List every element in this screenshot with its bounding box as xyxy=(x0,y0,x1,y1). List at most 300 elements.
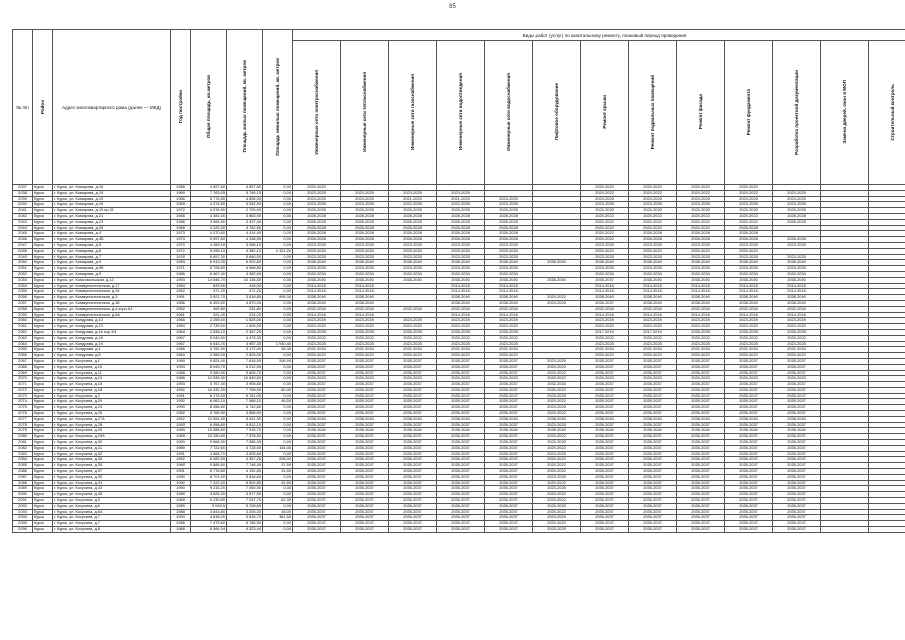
cell-work-period: 2023-2025 xyxy=(533,527,581,533)
cell-work-period: 2032-2034 xyxy=(725,271,773,277)
cell-work-period: 2023-2025 xyxy=(677,266,725,272)
cell-work-period: 2026-2028 xyxy=(437,213,485,219)
cell-area-living: 4 357,20 xyxy=(227,457,263,463)
cell-work-period: 2035-2037 xyxy=(581,364,629,370)
cell-area-living: 5 298,60 xyxy=(227,503,263,509)
cell-work-period: 2038-2040 xyxy=(581,260,629,266)
cell-work-period: 2032-2034 xyxy=(773,306,821,312)
cell-work-period: 2023-2025 xyxy=(485,248,533,254)
cell-work-period: 2032-2034 xyxy=(581,306,629,312)
cell-work-period: 2023-2025 xyxy=(533,422,581,428)
cell-row-num: 2062 xyxy=(13,329,33,335)
cell-work-period: 2035-2037 xyxy=(293,434,341,440)
cell-year: 1992 xyxy=(171,399,191,405)
cell-row-num: 2054 xyxy=(13,283,33,289)
cell-work-period: 2035-2037 xyxy=(437,364,485,370)
cell-work-period: 2020-2022 xyxy=(341,376,389,382)
cell-year: 1989 xyxy=(171,503,191,509)
cell-work-period: 2023-2025 xyxy=(293,242,341,248)
cell-work-period: 2023-2025 xyxy=(437,242,485,248)
cell-work-period: 2035-2037 xyxy=(677,521,725,527)
cell-work-period: 2023-2025 xyxy=(389,254,437,260)
cell-year: 1973 xyxy=(171,231,191,237)
cell-area-living: 5 212,50 xyxy=(227,364,263,370)
cell-row-num: 2052 xyxy=(13,271,33,277)
cell-work-period: 2038-2040 xyxy=(293,416,341,422)
cell-work-period: 2035-2037 xyxy=(581,503,629,509)
cell-year: 1967 xyxy=(171,341,191,347)
cell-work-period: 2020-2022 xyxy=(533,411,581,417)
cell-work-period: 2023-2025 xyxy=(725,202,773,208)
cell-work-period: 2023-2025 xyxy=(629,202,677,208)
cell-work-period: 2023-2025 xyxy=(725,196,773,202)
cell-work-period: 2035-2037 xyxy=(293,515,341,521)
cell-work-period: 2020-2022 xyxy=(725,353,773,359)
cell-area-living: 5 742,80 xyxy=(227,405,263,411)
cell-area-nonres: 0,00 xyxy=(263,364,293,370)
cell-work-period: 2038-2040 xyxy=(725,295,773,301)
cell-address: г. Курск, ул. Косухина, д.45 xyxy=(53,492,171,498)
cell-area-nonres: 0,00 xyxy=(263,202,293,208)
cell-work-period: 2035-2037 xyxy=(725,503,773,509)
cell-work-period: 2038-2040 xyxy=(629,295,677,301)
cell-work-period: 2020-2022 xyxy=(629,324,677,330)
cell-year: 1959 xyxy=(171,202,191,208)
cell-year: 1973 xyxy=(171,237,191,243)
cell-work-period: 2023-2025 xyxy=(293,254,341,260)
cell-work-period: 2038-2040 xyxy=(437,277,485,283)
cell-district: Курск xyxy=(33,306,53,312)
header-work-3: Инженерные сети водоотведения xyxy=(437,41,485,185)
cell-district: Курск xyxy=(33,509,53,515)
cell-work-period: 2035-2037 xyxy=(629,492,677,498)
cell-area-total: 321,40 xyxy=(191,312,227,318)
cell-work-period: 2035-2037 xyxy=(485,405,533,411)
cell-work-period: 2020-2022 xyxy=(725,190,773,196)
cell-work-period: 2020-2022 xyxy=(389,353,437,359)
cell-area-total: 3 984,50 xyxy=(191,219,227,225)
cell-address: г. Курск, ул. Комарова, д.16 xyxy=(53,185,171,191)
cell-district: Курск xyxy=(33,411,53,417)
header-area-nonres: Площадь нежилых помещений, кв. метров xyxy=(263,30,293,185)
header-work-11: Замена дверей, окон в МОП xyxy=(821,41,869,185)
cell-work-period: 2035-2037 xyxy=(629,509,677,515)
cell-district: Курск xyxy=(33,231,53,237)
cell-work-period: 2035-2037 xyxy=(581,411,629,417)
cell-work-period: 2035-2037 xyxy=(341,463,389,469)
cell-area-total: 14 546,70 xyxy=(191,277,227,283)
cell-row-num: 2084 xyxy=(13,457,33,463)
cell-work-period: 2035-2037 xyxy=(437,445,485,451)
cell-area-total: 492,80 xyxy=(191,306,227,312)
cell-area-nonres: 0,00 xyxy=(263,527,293,533)
cell-area-nonres: 0,00 xyxy=(263,190,293,196)
cell-work-period: 2035-2037 xyxy=(389,422,437,428)
cell-work-period: 2038-2040 xyxy=(773,416,821,422)
cell-address: г. Курск, ул. Кондрава, д.19 xyxy=(53,341,171,347)
cell-work-period: 2035-2037 xyxy=(293,469,341,475)
cell-work-period: 2035-2037 xyxy=(437,521,485,527)
cell-area-living: 3 677,50 xyxy=(227,492,263,498)
cell-work-period: 2023-2025 xyxy=(485,254,533,260)
cell-work-period: 2038-2040 xyxy=(629,428,677,434)
cell-row-num: 2048 xyxy=(13,248,33,254)
cell-address: г. Курск, ул. Косухина, д.6А xyxy=(53,509,171,515)
cell-work-period: 2023-2025 xyxy=(725,254,773,260)
cell-area-living: 471,20 xyxy=(227,289,263,295)
cell-area-living: 231,80 xyxy=(227,306,263,312)
cell-district: Курск xyxy=(33,300,53,306)
cell-work-period: 2023-2025 xyxy=(581,266,629,272)
cell-work-period: 2038-2040 xyxy=(437,260,485,266)
cell-work-period: 2035-2037 xyxy=(629,370,677,376)
cell-year: 1952 xyxy=(171,306,191,312)
cell-area-total: 6 913,30 xyxy=(191,260,227,266)
cell-address: г. Курск, ул. Косухина, д.33 xyxy=(53,457,171,463)
cell-work-period: 2023-2025 xyxy=(629,318,677,324)
cell-work-period: 2020-2022 xyxy=(581,185,629,191)
cell-work-period: 2023-2025 xyxy=(389,341,437,347)
cell-work-period: 2035-2037 xyxy=(773,480,821,486)
cell-area-total: 3 782,90 xyxy=(191,347,227,353)
header-area-living: Площадь жилых помещений, кв. метров xyxy=(227,30,263,185)
cell-work-period: 2022-2025 xyxy=(437,202,485,208)
cell-work-period: 2020-2022 xyxy=(341,335,389,341)
cell-work-period: 2035-2037 xyxy=(677,469,725,475)
cell-work-period: 2032-2034 xyxy=(629,271,677,277)
cell-address: г. Курск, ул. Косухина, д.1 xyxy=(53,358,171,364)
cell-work-period: 2035-2037 xyxy=(437,515,485,521)
cell-work-period: 2026-2028 xyxy=(677,329,725,335)
cell-row-num: 2088 xyxy=(13,480,33,486)
cell-work-period: 2020-2022 xyxy=(581,213,629,219)
cell-row-num: 2050 xyxy=(13,260,33,266)
cell-work-period: 2023-2025 xyxy=(293,196,341,202)
cell-row-num: 2075 xyxy=(13,405,33,411)
cell-address: г. Курск, ул. Комарова, д.19 пр.31 xyxy=(53,208,171,214)
cell-work-period: 2035-2037 xyxy=(485,469,533,475)
cell-area-nonres: 0,00 xyxy=(263,289,293,295)
cell-work-period: 2035-2037 xyxy=(437,358,485,364)
cell-work-period: 2026-2028 xyxy=(725,231,773,237)
cell-area-living: 7 585,30 xyxy=(227,440,263,446)
cell-work-period: 2023-2025 xyxy=(533,440,581,446)
cell-work-period: 2020-2022 xyxy=(533,445,581,451)
cell-work-period: 2026-2028 xyxy=(629,237,677,243)
cell-area-nonres: 0,00 xyxy=(263,451,293,457)
cell-work-period: 2026-2028 xyxy=(341,225,389,231)
cell-row-num: 2080 xyxy=(13,434,33,440)
cell-work-period: 2035-2037 xyxy=(293,527,341,533)
cell-work-period: 2026-2028 xyxy=(293,231,341,237)
cell-work-period: 2035-2037 xyxy=(389,486,437,492)
cell-area-living: 5 786,50 xyxy=(227,521,263,527)
cell-area-living: 5 746,15 xyxy=(227,190,263,196)
cell-area-living: 2 705,90 xyxy=(227,208,263,214)
cell-row-num: 2083 xyxy=(13,451,33,457)
cell-work-period: 2023-2025 xyxy=(341,196,389,202)
cell-work-period: 2023-2025 xyxy=(533,451,581,457)
cell-area-total: 8 458,80 xyxy=(191,405,227,411)
cell-area-living: 7 588,10 xyxy=(227,399,263,405)
cell-address: г. Курск, ул. Косухина, д.18 xyxy=(53,387,171,393)
cell-work-period: 2035-2037 xyxy=(773,434,821,440)
cell-area-nonres: 0,00 xyxy=(263,208,293,214)
cell-work-period: 2020-2022 xyxy=(629,219,677,225)
header-work-0: Инженерные сети электроснабжения xyxy=(293,41,341,185)
cell-work-period: 2023-2025 xyxy=(341,248,389,254)
cell-work-period: 2023-2025 xyxy=(773,254,821,260)
cell-work-period: 2035-2037 xyxy=(389,515,437,521)
cell-work-period: 2038-2040 xyxy=(629,277,677,283)
cell-area-total: 4 818,20 xyxy=(191,515,227,521)
cell-work-period: 2014-2016 xyxy=(293,283,341,289)
cell-work-period: 2035-2037 xyxy=(389,364,437,370)
cell-work-period: 2023-2025 xyxy=(293,341,341,347)
cell-work-period: 2020-2022 xyxy=(581,237,629,243)
cell-work-period: 2035-2037 xyxy=(437,434,485,440)
cell-work-period: 2035-2037 xyxy=(485,498,533,504)
cell-year: 1971 xyxy=(171,266,191,272)
cell-district: Курск xyxy=(33,387,53,393)
cell-work-period: 2038-2040 xyxy=(485,416,533,422)
cell-work-period: 2035-2037 xyxy=(581,277,629,283)
cell-row-num: 2090 xyxy=(13,492,33,498)
cell-work-period: 2035-2037 xyxy=(677,463,725,469)
cell-work-period: 2020-2022 xyxy=(533,480,581,486)
cell-work-period: 2026-2028 xyxy=(485,231,533,237)
cell-row-num: 2092 xyxy=(13,503,33,509)
cell-area-nonres: 0,00 xyxy=(263,405,293,411)
cell-work-period: 2020-2022 xyxy=(533,370,581,376)
cell-district: Курск xyxy=(33,440,53,446)
cell-work-period: 2035-2037 xyxy=(581,457,629,463)
cell-work-period: 2035-2037 xyxy=(389,445,437,451)
cell-work-period: 2035-2037 xyxy=(677,474,725,480)
cell-work-period: 2026-2028 xyxy=(293,329,341,335)
cell-area-nonres: 0,00 xyxy=(263,283,293,289)
header-work-7: Ремонт подвальных помещений xyxy=(629,41,677,185)
cell-work-period: 2023-2025 xyxy=(677,208,725,214)
cell-district: Курск xyxy=(33,474,53,480)
cell-address: г. Курск, ул. Коммунистическая, д.17 xyxy=(53,283,171,289)
cell-row-num: 2059 xyxy=(13,312,33,318)
cell-area-living: 7 050,90 xyxy=(227,486,263,492)
cell-work-period: 2035-2037 xyxy=(773,370,821,376)
cell-work-period: 2020-2022 xyxy=(533,295,581,301)
cell-area-nonres: 0,00 xyxy=(263,474,293,480)
cell-address: г. Курск, ул. Коммунистическая, д.4 корп.А1 xyxy=(53,306,171,312)
cell-area-total: 8 943,70 xyxy=(191,364,227,370)
cell-work-period: 2032-2034 xyxy=(725,306,773,312)
cell-work-period: 2035-2037 xyxy=(485,370,533,376)
cell-work-period: 2035-2037 xyxy=(485,440,533,446)
cell-work-period: 2038-2040 xyxy=(629,260,677,266)
cell-work-period: 2014-2016 xyxy=(485,283,533,289)
cell-row-num: 2089 xyxy=(13,486,33,492)
cell-area-nonres: 0,00 xyxy=(263,353,293,359)
cell-year: 1992 xyxy=(171,387,191,393)
cell-area-nonres: 38,30 xyxy=(263,347,293,353)
cell-area-total: 5 776,85 xyxy=(191,196,227,202)
cell-district: Курск xyxy=(33,480,53,486)
cell-work-period: 2023-2025 xyxy=(773,190,821,196)
cell-work-period: 2035-2037 xyxy=(341,393,389,399)
cell-work-period: 2020-2022 xyxy=(677,248,725,254)
cell-work-period: 2026-2028 xyxy=(485,219,533,225)
cell-address: г. Курск, ул. Комарова, д.9Б xyxy=(53,266,171,272)
cell-work-period: 2020-2022 xyxy=(485,353,533,359)
cell-work-period: 2035-2037 xyxy=(677,457,725,463)
cell-area-nonres: 0,00 xyxy=(263,266,293,272)
cell-row-num: 2043 xyxy=(13,219,33,225)
cell-work-period: 2035-2037 xyxy=(725,457,773,463)
cell-work-period: 2035-2037 xyxy=(677,451,725,457)
cell-area-living: 3 042,90 xyxy=(227,202,263,208)
cell-area-living: 7 578,50 xyxy=(227,434,263,440)
cell-work-period: 2035-2037 xyxy=(485,474,533,480)
cell-area-nonres: 0,00 xyxy=(263,260,293,266)
cell-district: Курск xyxy=(33,329,53,335)
cell-area-total: 5 040,00 xyxy=(191,335,227,341)
cell-year: 1992 xyxy=(171,457,191,463)
cell-area-living: 5 502,80 xyxy=(227,480,263,486)
cell-work-period: 2035-2037 xyxy=(437,399,485,405)
cell-district: Курск xyxy=(33,254,53,260)
cell-year: 1993 xyxy=(171,515,191,521)
cell-work-period: 2035-2037 xyxy=(389,509,437,515)
cell-address: г. Курск, ул. Комарова, д.4Б xyxy=(53,237,171,243)
cell-row-num: 2087 xyxy=(13,474,33,480)
cell-address: г. Курск, ул. Косухина, д.24 xyxy=(53,405,171,411)
cell-year: 1964 xyxy=(171,329,191,335)
cell-year: 1964 xyxy=(171,353,191,359)
cell-work-period: 2035-2037 xyxy=(293,463,341,469)
cell-work-period: 2023-2025 xyxy=(485,196,533,202)
cell-work-period: 2035-2037 xyxy=(485,364,533,370)
cell-work-period: 2020-2022 xyxy=(677,185,725,191)
cell-work-period: 2026-2028 xyxy=(293,219,341,225)
cell-work-period: 2035-2037 xyxy=(389,503,437,509)
cell-work-period: 2035-2037 xyxy=(725,474,773,480)
cell-year: 1988 xyxy=(171,509,191,515)
cell-work-period: 2026-2028 xyxy=(437,237,485,243)
cell-work-period: 2038-2040 xyxy=(293,260,341,266)
cell-work-period: 2035-2037 xyxy=(677,387,725,393)
cell-district: Курск xyxy=(33,295,53,301)
cell-year: 1966 xyxy=(171,196,191,202)
cell-work-period: 2023-2025 xyxy=(437,248,485,254)
cell-work-period: 2014-2016 xyxy=(725,312,773,318)
cell-year: 1989 xyxy=(171,498,191,504)
cell-address: г. Курск, ул. Косухина, д.41 xyxy=(53,480,171,486)
cell-year: 1989 xyxy=(171,358,191,364)
cell-work-period: 2035-2037 xyxy=(293,422,341,428)
cell-area-nonres: 0,00 xyxy=(263,376,293,382)
cell-work-period: 2035-2037 xyxy=(293,364,341,370)
cell-address: г. Курск, ул. Косухина, д.16 xyxy=(53,382,171,388)
cell-year: 1982 xyxy=(171,411,191,417)
cell-address: г. Курск, ул. Косухина, д.37 xyxy=(53,469,171,475)
cell-work-period: 2038-2040 xyxy=(341,260,389,266)
cell-work-period: 2020-2022 xyxy=(677,190,725,196)
cell-area-total: 4 374,50 xyxy=(191,202,227,208)
cell-work-period: 2032-2034 xyxy=(293,271,341,277)
cell-work-period: 2035-2037 xyxy=(341,370,389,376)
cell-work-period: 2035-2037 xyxy=(341,364,389,370)
cell-district: Курск xyxy=(33,271,53,277)
cell-work-period: 2035-2037 xyxy=(437,440,485,446)
cell-area-living: 3 088,10 xyxy=(227,242,263,248)
cell-work-period: 2020-2022 xyxy=(485,324,533,330)
cell-year: 1961 xyxy=(171,312,191,318)
cell-work-period: 2020-2022 xyxy=(773,324,821,330)
cell-address: г. Курск, ул. Косухина, д.11 xyxy=(53,370,171,376)
cell-district: Курск xyxy=(33,190,53,196)
cell-work-period: 2038-2040 xyxy=(485,428,533,434)
cell-area-total: 4 070,60 xyxy=(191,231,227,237)
cell-work-period: 2023-2025 xyxy=(293,190,341,196)
cell-work-period: 2026-2028 xyxy=(773,219,821,225)
cell-work-period: 2023-2025 xyxy=(677,242,725,248)
cell-area-total: 7 722,60 xyxy=(191,445,227,451)
cell-work-period: 2023-2025 xyxy=(341,341,389,347)
cell-work-period: 2035-2037 xyxy=(293,521,341,527)
cell-work-period: 2035-2037 xyxy=(485,358,533,364)
cell-address: г. Курск, ул. Косухина, д.39 xyxy=(53,474,171,480)
cell-row-num: 2042 xyxy=(13,213,33,219)
cell-work-period: 2035-2037 xyxy=(485,422,533,428)
cell-district: Курск xyxy=(33,416,53,422)
cell-district: Курск xyxy=(33,498,53,504)
cell-work-period: 2023-2025 xyxy=(581,254,629,260)
cell-area-total: 9 885,60 xyxy=(191,463,227,469)
cell-work-period: 2020-2022 xyxy=(677,225,725,231)
cell-district: Курск xyxy=(33,527,53,533)
cell-area-living: 4 151,80 xyxy=(227,469,263,475)
cell-year: 1976 xyxy=(171,254,191,260)
cell-work-period: 2014-2016 xyxy=(437,283,485,289)
cell-area-nonres: 0,00 xyxy=(263,318,293,324)
cell-work-period: 2014-2016 xyxy=(581,289,629,295)
cell-work-period: 2035-2037 xyxy=(725,358,773,364)
cell-work-period: 2014-2016 xyxy=(629,283,677,289)
cell-work-period: 2023-2025 xyxy=(533,405,581,411)
cell-area-total: 4 897,60 xyxy=(191,185,227,191)
cell-work-period: 2035-2037 xyxy=(725,393,773,399)
cell-work-period: 2035-2037 xyxy=(293,474,341,480)
cell-work-period: 2020-2022 xyxy=(437,324,485,330)
cell-address: г. Курск, ул. Комарова, д.6 xyxy=(53,248,171,254)
cell-work-period: 2023-2025 xyxy=(677,254,725,260)
cell-work-period: 2035-2037 xyxy=(725,399,773,405)
cell-work-period: 2020-2022 xyxy=(773,376,821,382)
cell-work-period: 2035-2037 xyxy=(581,300,629,306)
cell-work-period: 2023-2025 xyxy=(629,341,677,347)
cell-work-period: 2035-2037 xyxy=(677,480,725,486)
cell-area-living: 3 618,80 xyxy=(227,295,263,301)
cell-address: г. Курск, ул. Косухина, д.35 xyxy=(53,463,171,469)
cell-area-total: 2 739,00 xyxy=(191,324,227,330)
cell-work-period: 2020-2022 xyxy=(293,353,341,359)
cell-year: 1964 xyxy=(171,283,191,289)
cell-work-period: 2035-2037 xyxy=(341,411,389,417)
cell-work-period: 2032-2034 xyxy=(773,347,821,353)
cell-address: г. Курск, ул. Комарова, д.4 xyxy=(53,231,171,237)
cell-work-period: 2022-2025 xyxy=(389,202,437,208)
cell-work-period: 2026-2028 xyxy=(437,225,485,231)
cell-work-period: 2035-2037 xyxy=(293,405,341,411)
